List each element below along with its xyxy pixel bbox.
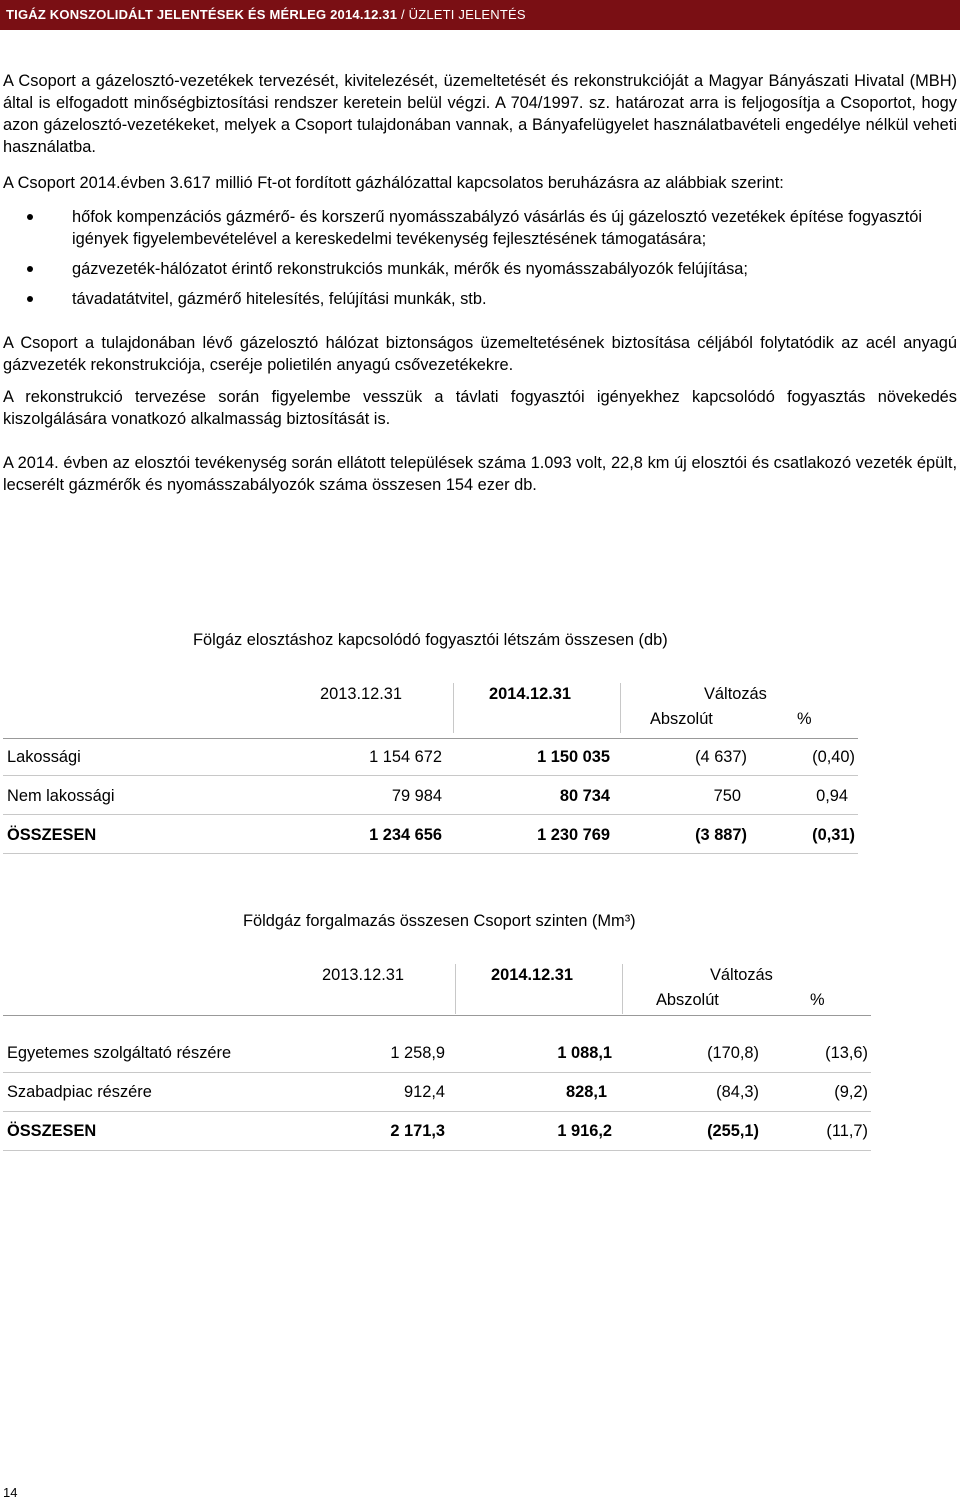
table1-header-divider [620, 683, 621, 733]
table1-cell-2014: 80 734 [559, 787, 610, 805]
table2-cell-2014: 1 088,1 [557, 1044, 612, 1062]
table2-header-rule [3, 1015, 871, 1016]
report-header-title [6, 7, 526, 22]
table1-row-label: Nem lakossági [7, 787, 115, 805]
table2-col-absolute: Abszolút [656, 991, 719, 1009]
table2-header-divider [622, 964, 623, 1014]
table2-title: Földgáz forgalmazás összesen Csoport szinten (Mm³) [243, 912, 636, 930]
table2-cell-2013: 1 258,9 [390, 1044, 445, 1062]
table2-row-rule [3, 1072, 871, 1073]
table2-col-percent: % [810, 991, 825, 1009]
table2-cell-absolute: (255,1) [707, 1122, 759, 1140]
table1-col-2014: 2014.12.31 [489, 685, 572, 703]
investment-bullet-list [3, 206, 957, 310]
table2-row-label: ÖSSZESEN [7, 1122, 97, 1140]
table1-cell-absolute: (4 637) [695, 748, 747, 766]
table1-header-divider [453, 683, 454, 733]
table1-col-percent: % [797, 710, 812, 728]
table2-cell-2014: 1 916,2 [557, 1122, 612, 1140]
table2-col-change: Változás [710, 966, 773, 984]
table1-cell-2013: 1 234 656 [369, 826, 442, 844]
table1-cell-2014: 1 230 769 [537, 826, 610, 844]
table1-row-rule [3, 814, 858, 815]
table1-title: Fölgáz elosztáshoz kapcsolódó fogyasztói létszám összesen (db) [193, 631, 668, 649]
table1-row-label: Lakossági [7, 748, 81, 766]
table1-col-2013: 2013.12.31 [320, 685, 403, 703]
table2-cell-2013: 2 171,3 [390, 1122, 445, 1140]
table2-row-label: Szabadpiac részére [7, 1083, 152, 1101]
page-number: 14 [3, 1485, 18, 1500]
paragraph-2014-distribution: A 2014. évben az elosztói tevékenység során ellátott települések száma 1.093 volt, 22,8 km új elosztói és csatlakozó vezeték épült, lecserélt gázmérők és nyomásszabályozók száma összesen 154 ezer db. [3, 454, 957, 494]
table2-cell-2014: 828,1 [565, 1083, 607, 1101]
paragraph-reconstruction: A Csoport a tulajdonában lévő gázelosztó hálózat biztonságos üzemeltetésének biztosítása céljából folytatódik az acél anyagú gázvezeték rekonstrukciója, cseréje polietilén anyagú csővezetékekre. [3, 334, 957, 374]
bullet-item: távadatátvitel, gázmérő hitelesítés, felújítási munkák, stb. [3, 288, 957, 310]
table1-cell-percent: (0,40) [812, 748, 855, 766]
table1-row-rule [3, 775, 858, 776]
table1-cell-percent: (0,31) [812, 826, 855, 844]
table1-header-rule [3, 738, 858, 739]
table1-cell-absolute: 750 [713, 787, 741, 805]
table1-cell-2014: 1 150 035 [537, 748, 610, 766]
table1-col-change: Változás [704, 685, 767, 703]
table2-cell-percent: (13,6) [825, 1044, 868, 1062]
paragraph-planning: A rekonstrukció tervezése során figyelembe vesszük a távlati fogyasztói igényekhez kapcsolódó fogyasztás növekedés kiszolgálására vonatkozó alkalmasság biztosítását is. [3, 388, 957, 428]
header-title-section: / ÜZLETI JELENTÉS [397, 7, 526, 22]
bullet-item: hőfok kompenzációs gázmérő- és korszerű nyomásszabályzó vásárlás és új gázelosztó vezetékek építése fogyasztói igények figyelembevételével a kereskedelmi tevékenység fejlesztésének támogatására; [3, 206, 957, 250]
table2-cell-absolute: (84,3) [716, 1083, 759, 1101]
table2-col-2014: 2014.12.31 [491, 966, 574, 984]
report-header-bar [0, 0, 960, 30]
table2-cell-absolute: (170,8) [707, 1044, 759, 1062]
table2-header-divider [455, 964, 456, 1014]
paragraph-mbh-quality: A Csoport a gázelosztó-vezetékek tervezését, kivitelezését, üzemeltetését és rekonstrukcióját a Magyar Bányászati Hivatal (MBH) által is elfogadott minőségbiztosítási rendszer keretein belül végzi. A 704/1997. sz. határozat arra is feljogosítja a Csoportot, hogy azon gázelosztó-vezetékeket, melyek a Csoport tulajdonában vannak, a Bányafelügyelet használatbavételi engedélye nélkül veheti használatba. [3, 72, 957, 156]
table1-cell-absolute: (3 887) [695, 826, 747, 844]
table1-col-absolute: Abszolút [650, 710, 713, 728]
table1-cell-percent: 0,94 [816, 787, 848, 805]
bullet-item: gázvezeték-hálózatot érintő rekonstrukciós munkák, mérők és nyomásszabályozók felújítása; [3, 258, 957, 280]
table2-row-rule [3, 1150, 871, 1151]
table2-cell-percent: (11,7) [826, 1122, 868, 1140]
table2-cell-2013: 912,4 [403, 1083, 445, 1101]
table2-cell-percent: (9,2) [834, 1083, 868, 1101]
report-body [3, 70, 957, 496]
table2-row-rule [3, 1111, 871, 1112]
table1-row-rule [3, 853, 858, 854]
table1-row-label: ÖSSZESEN [7, 826, 97, 844]
table1-cell-2013: 1 154 672 [369, 748, 442, 766]
table2-col-2013: 2013.12.31 [322, 966, 405, 984]
table1-cell-2013: 79 984 [391, 787, 442, 805]
paragraph-investment-intro: A Csoport 2014.évben 3.617 millió Ft-ot fordított gázhálózattal kapcsolatos beruházásra az alábbiak szerint: [3, 174, 784, 192]
table2-row-label: Egyetemes szolgáltató részére [7, 1044, 232, 1062]
header-title-main: TIGÁZ KONSZOLIDÁLT JELENTÉSEK ÉS MÉRLEG 2014.12.31 [6, 7, 398, 22]
